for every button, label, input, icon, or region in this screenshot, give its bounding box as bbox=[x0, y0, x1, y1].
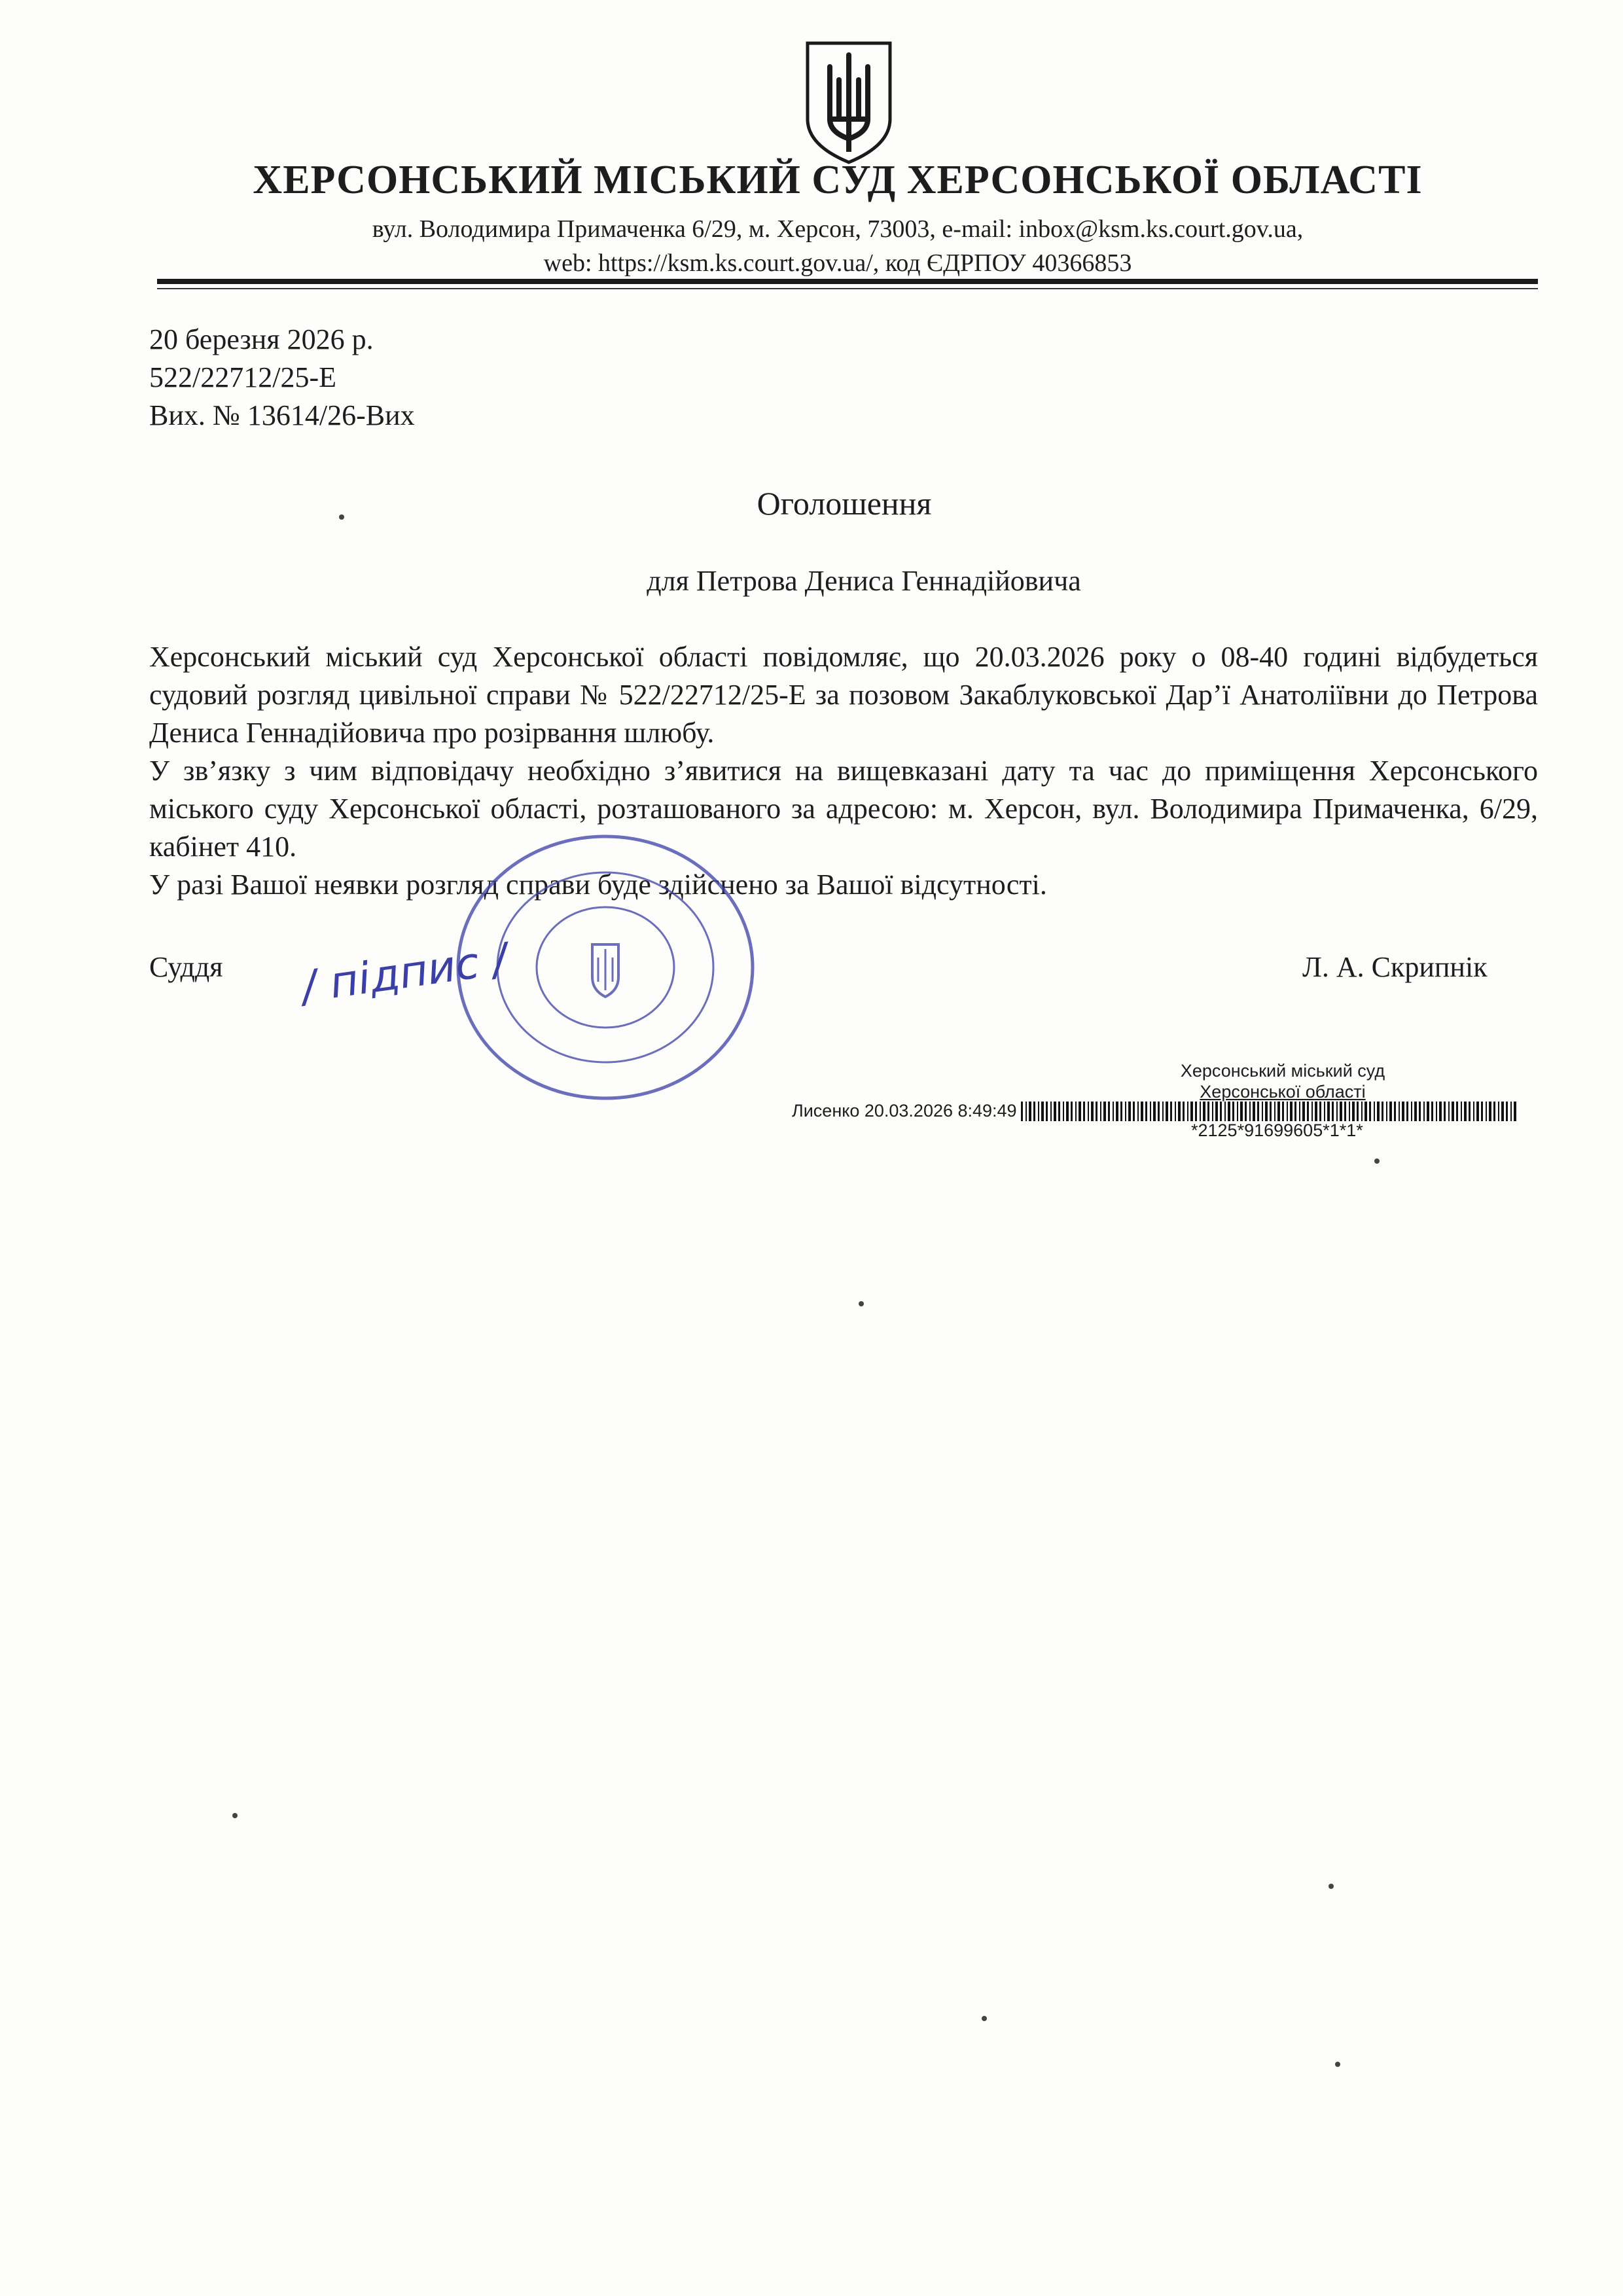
barcode-text: *2125*91699605*1*1* bbox=[1191, 1121, 1363, 1140]
registration-court-line2: Херсонської області bbox=[1200, 1082, 1366, 1102]
barcode-icon bbox=[1021, 1102, 1518, 1121]
court-name: ХЕРСОНСЬКИЙ МІСЬКИЙ СУД ХЕРСОНСЬКОЇ ОБЛАСТІ bbox=[253, 158, 1423, 202]
document-meta bbox=[149, 321, 415, 435]
judge-name: Л. А. Скрипнік bbox=[1302, 951, 1488, 983]
coat-of-arms-icon bbox=[804, 41, 894, 165]
announcement-addressee: для Петрова Дениса Геннадійовича bbox=[647, 565, 1081, 597]
header-divider-thin bbox=[157, 288, 1538, 289]
scan-speck bbox=[859, 1301, 864, 1306]
court-address-line1: вул. Володимира Примаченка 6/29, м. Херсон, 73003, e-mail: inbox@ksm.ks.court.gov.ua, bbox=[372, 215, 1304, 243]
outgoing-number: Вих. № 13614/26-Вих bbox=[149, 399, 415, 431]
scan-speck bbox=[1329, 1884, 1334, 1889]
handwritten-signature: / підпис / bbox=[298, 933, 510, 1013]
case-number: 522/22712/25-Е bbox=[149, 361, 336, 393]
body-paragraph: Херсонський міський суд Херсонської області повідомляє, що 20.03.2026 року о 08-40 годині відбудеться судовий розгляд цивільної справи № 522/22712/25-Е за позовом Закаблуковської Дар’ї Анатоліївни до Петрова Дениса Геннадійовича про розірвання шлюбу. bbox=[149, 641, 1538, 749]
registrar-info: Лисенко 20.03.2026 8:49:49 bbox=[792, 1101, 1017, 1121]
scan-speck bbox=[1374, 1158, 1380, 1164]
announcement-body bbox=[149, 638, 1538, 904]
header-divider bbox=[157, 279, 1538, 284]
scan-speck bbox=[982, 2016, 987, 2021]
scan-speck bbox=[339, 514, 344, 520]
scan-speck bbox=[232, 1813, 238, 1818]
registration-line bbox=[792, 1101, 1518, 1121]
judge-label: Суддя bbox=[149, 951, 223, 983]
registration-court bbox=[1152, 1060, 1414, 1102]
body-paragraph: У разі Вашої неявки розгляд справи буде здійснено за Вашої відсутності. bbox=[149, 869, 1047, 901]
announcement-title: Оголошення bbox=[757, 485, 932, 522]
body-paragraph: У зв’язку з чим відповідачу необхідно з’явитися на вищевказані дату та час до приміщення Херсонського міського суду Херсонської області, розташованого за адресою: м. Херсон, вул. Володимира Примаченка, 6/29, кабінет 410. bbox=[149, 755, 1538, 863]
scan-speck bbox=[1335, 2062, 1340, 2067]
court-address bbox=[0, 212, 1623, 280]
court-address-line2: web: https://ksm.ks.court.gov.ua/, код ЄДРПОУ 40366853 bbox=[543, 249, 1132, 277]
registration-court-line1: Херсонський міський суд bbox=[1180, 1061, 1385, 1081]
document-date: 20 березня 2026 р. bbox=[149, 323, 374, 355]
